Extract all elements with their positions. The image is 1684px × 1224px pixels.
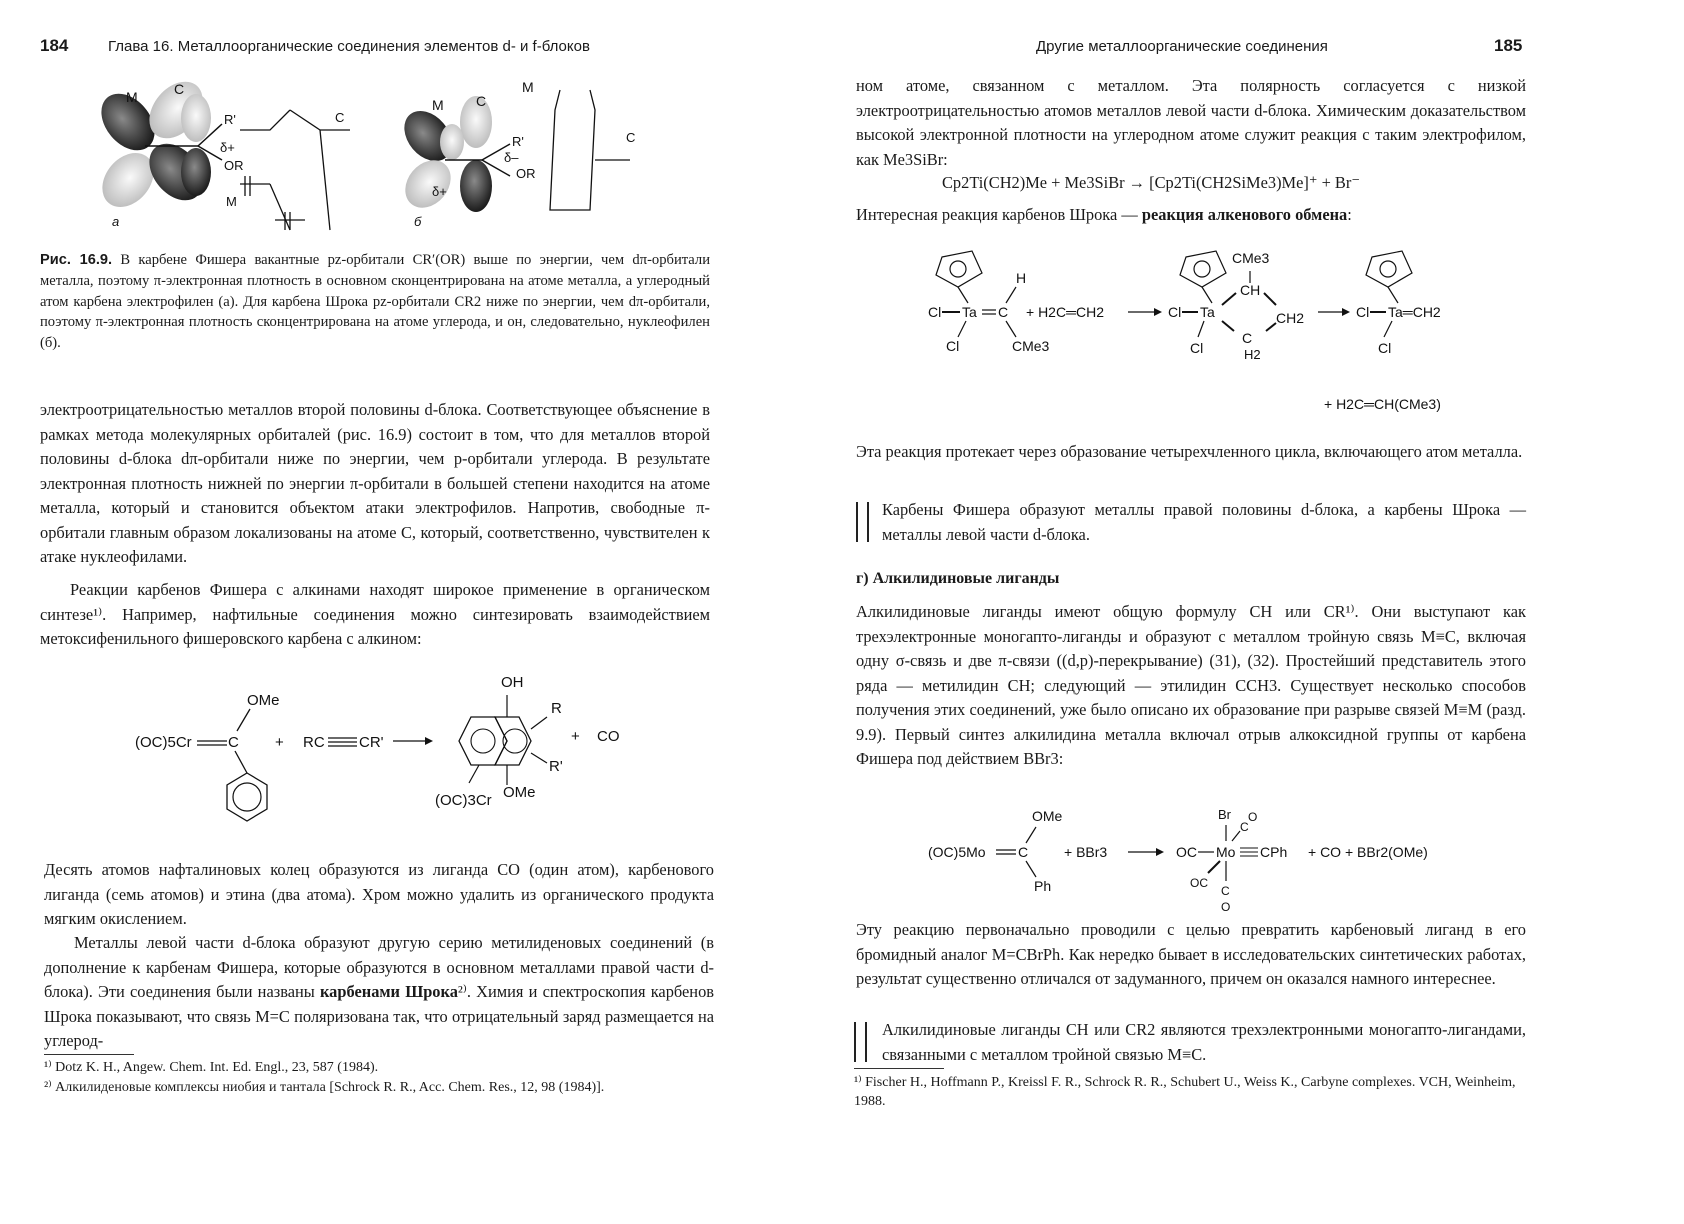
- energy-diagram-a: [240, 110, 350, 230]
- dotz-reaction-scheme: [135, 665, 695, 835]
- paragraph-1: ном атоме, связанном с металлом. Эта полярность согласуется с низкой электроотрицательностью атомов металлов левой части d-блока. Химическим доказательством высокой электронной плотности на углеродном атоме служит реакция с таким электрофилом, как Me3SiBr:: [856, 76, 1526, 169]
- cl-5: Cl: [1356, 304, 1370, 320]
- co-top-c: C: [1240, 820, 1249, 834]
- subheading: г) Алкилидиновые лиганды: [856, 570, 1060, 587]
- alkyne-right: CR': [359, 734, 384, 751]
- methoxy-label-2: OMe: [503, 784, 536, 801]
- cl-1: Cl: [928, 304, 942, 320]
- hydroxyl-label: OH: [501, 674, 524, 691]
- atom-r-a: R': [224, 112, 236, 127]
- atom-or-a: OR: [224, 158, 244, 173]
- co-bottom-o: O: [1221, 900, 1231, 914]
- delta-plus-b: δ+: [432, 184, 447, 199]
- equation-me3sibr: Cp2Ti(CH2)Me + Me3SiBr → [Cp2Ti(CH2SiMe3)Me]⁺ + Br⁻: [942, 173, 1360, 192]
- delta-plus-a: δ+: [220, 140, 235, 155]
- ch-ring: CH: [1240, 282, 1261, 298]
- plus-1: +: [275, 734, 284, 751]
- note-2: Алкилидиновые лиганды CH или CR2 являются трехэлектронными моногапто-лигандами, связанными с металлом тройной связью M≡C.: [882, 1020, 1526, 1064]
- atom-c-b: C: [476, 93, 487, 109]
- atom-m-a: M: [126, 89, 138, 105]
- paragraph-2: Интересная реакция карбенов Шрока — реакция алкенового обмена:: [856, 205, 1352, 224]
- ta-methylidene: Ta═CH2: [1388, 304, 1441, 320]
- cl-2: Cl: [946, 338, 960, 354]
- co-product: CO: [597, 728, 620, 745]
- page-number: 185: [1494, 36, 1523, 55]
- r-substituent: R: [551, 700, 562, 717]
- ta-2: Ta: [1200, 304, 1215, 320]
- note-bar: [856, 502, 869, 542]
- atom-r-b: R': [512, 134, 524, 149]
- atom-m-b2: M: [522, 79, 534, 95]
- paragraph-1: электроотрицательностью металлов второй половины d-блока. Соответствующее объяснение в рамках метода молекулярных орбиталей (рис. 16.9) состоит в том, что для металлов второй половины d-блока dπ-орбитали ниже по энергии, чем p-орбитали углерода. В результате электронная плотность нижней по энергии π-орбитали в большей степени находится на атоме металла, который и становится объектом атаки электрофилов. Напротив, свободные π-орбитали главным образом локализованы на атоме С, который, соответственно, чувствителен к атаке нуклеофилами.: [40, 400, 710, 566]
- metathesis-scheme: [928, 245, 1488, 415]
- cl-3: Cl: [1168, 304, 1182, 320]
- side-products: + CO + BBr2(OMe): [1308, 844, 1428, 860]
- co-top-o: O: [1248, 810, 1258, 824]
- atom-m-b: M: [432, 97, 444, 113]
- cme3-2: CMe3: [1232, 250, 1270, 266]
- figure-a-orbitals: [91, 71, 222, 217]
- fig-label-a: а: [112, 214, 120, 229]
- atom-c-b2: C: [626, 130, 636, 145]
- oc-left: OC: [1176, 844, 1197, 860]
- ethene: + H2C═CH2: [1026, 304, 1104, 320]
- methoxy-label: OMe: [247, 692, 280, 709]
- alkylidyne-synthesis-scheme: [928, 803, 1488, 918]
- footnote-rule: [44, 1054, 134, 1055]
- right-page: [842, 0, 1684, 1224]
- c-1: C: [998, 304, 1009, 320]
- co-wedge: OC: [1190, 876, 1208, 890]
- mo-center: Mo: [1216, 844, 1236, 860]
- paragraph-5: Эту реакцию первоначально проводили с целью превратить карбеновый лиганд в его бромидный аналог M=CBrPh. Как нередко бывает в исследовательских синтетических работах, результат существенно отличался от задуманного, причем он оказался намного интереснее.: [856, 920, 1526, 988]
- h2-ring: H2: [1244, 347, 1261, 362]
- plus-2: +: [571, 728, 580, 745]
- orbital-figure: [90, 80, 700, 250]
- atom-or-b: OR: [516, 166, 536, 181]
- delta-minus-b: δ–: [504, 150, 519, 165]
- alkyne-left: RC: [303, 734, 325, 751]
- running-head: Другие металлоорганические соединения: [1036, 38, 1328, 55]
- figure-caption: Рис. 16.9. В карбене Фишера вакантные pz-орбитали CR′(OR) выше по энергии, чем dπ-орбитали металла, поэтому π-электронная плотность в основном сконцентрирована на атоме металла, а углеродный атом карбена электрофилен (а). Для карбена Шрока pz-орбитали CR2 ниже по энергии, чем dπ-орбитали, поэтому π-электронная плотность сконцентрирована на атоме углерода, и он, следовательно, нуклеофилен (б).: [40, 252, 711, 352]
- reactant-cr-carbonyl: (OC)5Cr: [135, 734, 192, 751]
- phenyl: Ph: [1034, 878, 1052, 894]
- running-head: Глава 16. Металлоорганические соединения элементов d- и f-блоков: [108, 38, 590, 55]
- cr-tricarbonyl-label: (OC)3Cr: [435, 792, 492, 809]
- note-bar-2: [854, 1022, 867, 1062]
- ta-1: Ta: [962, 304, 977, 320]
- paragraph-4: Металлы левой части d-блока образуют другую серию метилиденовых соединений (в дополнение к карбенам Фишера, которые образуются в основном металлами правой части d-блока). Эти соединения были названы карбенами Шрока²⁾. Химия и спектроскопия карбенов Шрока показывают, что связь M=C поляризована так, что отрицательный заряд размещается на углерод-: [44, 933, 714, 1050]
- footnote-1: ¹⁾ Fischer H., Hoffmann P., Kreissl F. R., Schrock R. R., Schubert U., Weiss K., Carbyne complexes. VCH, Weinheim, 1988.: [854, 1075, 1516, 1109]
- atom-c-a2: C: [335, 110, 345, 125]
- carbene-c: C: [228, 734, 239, 751]
- note-1: Карбены Фишера образуют металлы правой половины d-блока, а карбены Шрока — металлы левой части d-блока.: [882, 500, 1526, 544]
- cme3-1: CMe3: [1012, 338, 1050, 354]
- mo-carbonyl: (OC)5Mo: [928, 844, 986, 860]
- plus-bbr3: + BBr3: [1064, 844, 1108, 860]
- carbene-c: C: [1018, 844, 1029, 860]
- r-prime-substituent: R': [549, 758, 563, 775]
- byproduct: + H2C═CH(CMe3): [1324, 396, 1441, 412]
- fig-label-b: б: [414, 214, 422, 229]
- cl-4: Cl: [1190, 340, 1204, 356]
- footnote-rule: [854, 1068, 944, 1069]
- co-bottom-c: C: [1221, 884, 1230, 898]
- bromine: Br: [1218, 807, 1231, 822]
- c-ring: C: [1242, 330, 1253, 346]
- paragraph-3: Эта реакция протекает через образование четырехчленного цикла, включающего атом металла.: [856, 442, 1523, 461]
- atom-c-a: C: [174, 81, 185, 97]
- atom-m-a2: M: [226, 194, 237, 209]
- methoxy: OMe: [1032, 808, 1063, 824]
- footnote-1: ¹⁾ Dotz K. H., Angew. Chem. Int. Ed. Engl., 23, 587 (1984).: [44, 1060, 379, 1075]
- paragraph-4: Алкилидиновые лиганды имеют общую формулу CH или CR¹⁾. Они выступают как трехэлектронные моногапто-лиганды и образуют с металлом тройную связь M≡C, включая одну σ-связь и две π-связи ((d,p)-перекрывание) (31), (32). Простейший представитель этого ряда — метилидин CH; следующий — этилидин CCH3. Существует несколько способов получения этих соединений, уже было описано их образование при разрыве связей M≡M (разд. 9.9). Первый синтез алкилидина металла включал отрыв алкоксидной группы от карбена Фишера под действием BBr3:: [856, 602, 1526, 768]
- paragraph-3: Десять атомов нафталиновых колец образуются из лиганда CO (один атом), карбенового лиганда (семь атомов) и этина (два атома). Хром можно удалить из органического продукта мягким окислением.: [44, 860, 714, 928]
- h-1: H: [1016, 270, 1027, 286]
- paragraph-2: Реакции карбенов Фишера с алкинами находят широкое применение в органическом синтезе¹⁾. Например, нафтильные соединения можно синтезировать взаимодействием метоксифенильного фишеровского карбена с алкином:: [40, 580, 710, 648]
- footnote-2: ²⁾ Алкилиденовые комплексы ниобия и тантала [Schrock R. R., Acc. Chem. Res., 12, 98 (1984)].: [44, 1080, 605, 1095]
- ch2-ring: CH2: [1276, 310, 1305, 326]
- page-number: 184: [40, 36, 69, 55]
- cl-6: Cl: [1378, 340, 1392, 356]
- cph: CPh: [1260, 844, 1288, 860]
